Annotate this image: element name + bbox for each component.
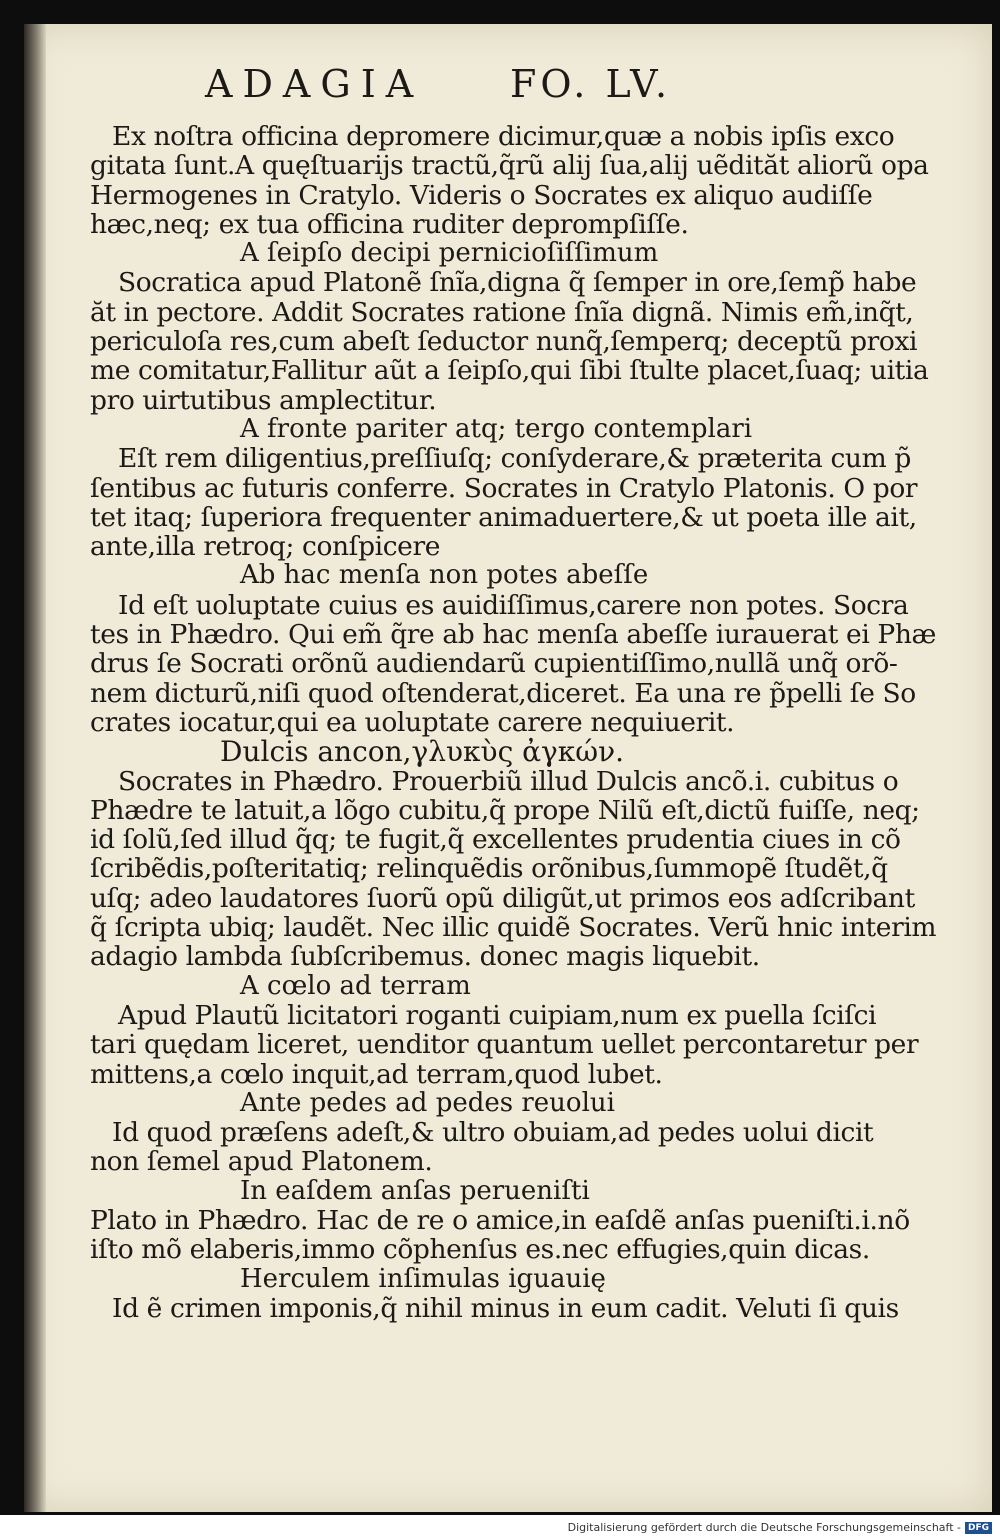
text-line: ante,illa retroq; conſpicere (90, 531, 440, 563)
text-line: drus ſe Socrati orõnũ audiendarũ cupientiſſimo,nullã unq̃ orõ- (90, 648, 898, 680)
folio-number: FO. LV. (510, 62, 672, 106)
text-line: ſentibus ac futuris conferre. Socrates in Cratylo Platonis. O por (90, 472, 918, 504)
text-line: tes in Phædro. Qui em̃ q̃re ab hac menſa abeſſe iurauerat ei Phæ (90, 619, 937, 651)
text-line: nem dicturũ,niſi quod oſtenderat,diceret. Ea una re p̃pelli ſe So (90, 677, 916, 709)
text-line: Plato in Phædro. Hac de re o amice,in eaſdẽ anſas pueniſti.i.nõ (90, 1204, 910, 1236)
text-line: Ex noſtra officina depromere dicimur,quæ a nobis ipſis exco (112, 121, 895, 152)
text-line: Phædre te latuit,a lõgo cubitu,q̃ prope Nilũ eſt,dictũ fuiſſe, neq; (90, 794, 920, 826)
text-line: crates iocatur,qui ea uoluptate carere nequiuerit. (90, 706, 735, 738)
adage-heading: Ab hac menſa non potes abeſſe (240, 560, 649, 591)
text-line: Eſt rem diligentius,preſſiuſq; conſyderare,& præterita cum p̃ (118, 443, 911, 475)
adage-heading: Herculem inſimulas iguauię (240, 1263, 606, 1294)
adage-heading: A ſeipſo decipi pernicioſiſſimum (240, 238, 659, 269)
text-line: pro uirtutibus amplectitur. (90, 384, 437, 416)
text-line: adagio lambda ſubſcribemus. donec magis liquebit. (90, 941, 760, 973)
dfg-logo: DFG (965, 1522, 992, 1534)
text-line: Socrates in Phædro. Prouerbiũ illud Dulcis ancõ.i. cubitus o (118, 765, 899, 797)
text-line: tari quędam liceret, uenditor quantum uellet percontaretur per (90, 1029, 919, 1061)
text-line: Apud Plautũ licitatori roganti cuipiam,num ex puella ſciſci (118, 999, 877, 1031)
text-line: periculoſa res,cum abeſt ſeductor nunq̃,ſemperq; deceptũ proxi (90, 326, 918, 358)
page-gutter (24, 24, 46, 1512)
text-line: Hermogenes in Cratylo. Videris o Socrates ex aliquo audiſſe (90, 179, 873, 211)
running-header (205, 62, 905, 112)
text-line: Id eſt uoluptate cuius es auidiſſimus,carere non potes. Socra (118, 589, 909, 621)
text-line: tet itaq; ſuperiora frequenter animaduertere,& ut poeta ille ait, (90, 501, 917, 533)
credit-text: Digitalisierung gefördert durch die Deutsche Forschungsgemeinschaft - (567, 1521, 961, 1534)
text-line: hæc,neq; ex tua officina ruditer deprompſiſſe. (90, 208, 689, 240)
text-line: non ſemel apud Platonem. (90, 1146, 433, 1178)
text-line: mittens,a cœlo inquit,ad terram,quod lubet. (90, 1058, 663, 1090)
text-line: gitata ſunt.A quęſtuarijs tractũ,q̃rũ alij ſua,alij uẽdităt aliorũ opa (90, 150, 929, 182)
text-line: ăt in pectore. Addit Socrates ratione ſnĩa dignã. Nimis em̃,inq̃t, (90, 296, 914, 328)
text-line: iſto mõ elaberis,immo cõphenſus es.nec effugies,quin dicas. (90, 1234, 870, 1266)
text-line: id ſolũ,ſed illud q̃q; te fugit,q̃ excellentes prudentia ciues in cõ (90, 824, 901, 856)
adage-heading: Ante pedes ad pedes reuolui (240, 1087, 615, 1118)
adage-heading: In eaſdem anſas perueniſti (240, 1175, 590, 1206)
body-text (90, 121, 937, 1324)
adage-heading: A cœlo ad terram (240, 970, 471, 1001)
adage-heading: A fronte pariter atq; tergo contemplari (240, 413, 753, 444)
text-line: q̃ ſcripta ubiq; laudẽt. Nec illic quidẽ Socrates. Verũ hnic interim (90, 912, 937, 944)
text-line: ſcribẽdis,poſteritatiq; relinquẽdis orõnibus,ſummopẽ ſtudẽt,q̃ (90, 853, 888, 885)
text-line: Id ẽ crimen imponis,q̃ nihil minus in eum cadit. Veluti ſi quis (112, 1292, 899, 1324)
text-line: uſq; adeo laudatores ſuorũ opũ diligũt,ut primos eos adſcribant (90, 882, 915, 914)
header-title: ADAGIA (205, 62, 424, 106)
text-line: Id quod præſens adeſt,& ultro obuiam,ad pedes uolui dicit (112, 1117, 874, 1149)
digitization-credit (568, 1521, 992, 1534)
adage-heading: Dulcis ancon,γλυκὺς ἀγκών. (220, 735, 625, 769)
text-line: me comitatur,Fallitur aũt a ſeipſo,qui ſibi ſtulte placet,ſuaq; uitia (90, 355, 929, 387)
text-line: Socratica apud Platonẽ ſnĩa,digna q̃ ſemper in ore,ſemp̃ habe (118, 267, 917, 299)
